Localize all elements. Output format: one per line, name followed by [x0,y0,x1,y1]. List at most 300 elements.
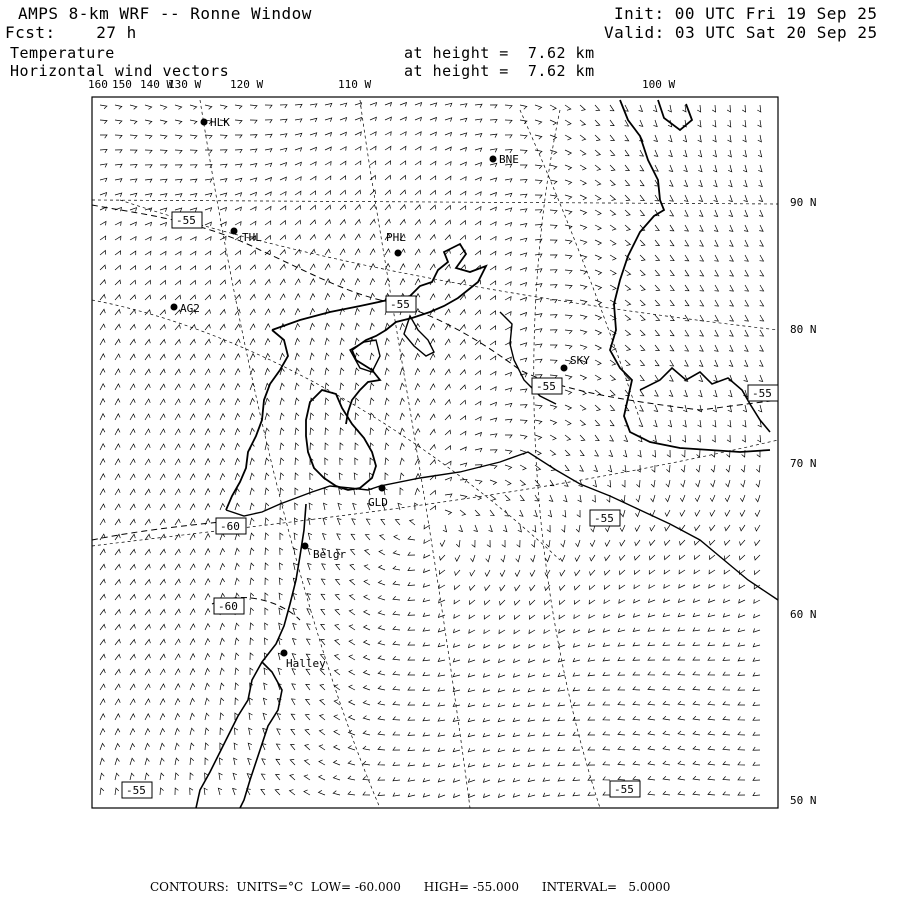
wind-barb [220,668,224,675]
wind-barb [560,570,565,576]
wind-barb [175,714,180,721]
wind-barb [755,510,760,516]
wind-barb [370,190,376,195]
wind-barb [333,791,340,795]
wind-barb [693,701,700,705]
wind-barb [565,225,572,229]
wind-barb [678,642,685,645]
wind-barb [319,730,325,735]
wind-barb [755,540,760,546]
wind-barb [621,510,625,517]
wind-barb [535,150,542,154]
wind-barb [576,525,580,532]
wind-barb [618,672,625,675]
wind-barb [364,595,370,600]
wind-barb [295,383,299,390]
wind-barb [100,309,105,315]
wind-barb [738,628,745,632]
wind-barb [190,295,196,300]
wind-barb [340,103,347,107]
wind-barb [335,640,340,646]
wind-barb [307,639,311,645]
wind-barb [190,414,195,420]
wind-barb [175,266,181,270]
wind-barb [319,790,326,795]
contour-label: -55 [390,298,410,311]
wind-barb [454,600,460,604]
wind-barb [678,599,685,603]
wind-barb [460,177,466,181]
wind-barb [565,195,572,199]
wind-barb [423,748,430,752]
wind-barb [175,654,180,660]
wind-barb [233,788,237,795]
wind-barb [145,399,150,405]
wind-barb [724,599,731,603]
wind-barb [130,414,135,420]
wind-barb [723,702,730,706]
wind-barb [175,549,180,555]
wind-barb [370,146,376,150]
wind-barb [708,672,715,675]
wind-barb [335,655,340,661]
wind-barb [498,763,505,767]
wind-barb [145,444,150,450]
wind-barb [250,309,255,315]
wind-barb [410,520,415,525]
wind-barb [535,405,542,409]
wind-barb [714,255,718,261]
wind-barb [190,120,197,124]
wind-barb [160,354,165,360]
wind-barb [684,165,688,172]
wind-barb [423,793,430,797]
wind-barb [445,118,452,122]
wind-barb [250,503,254,510]
wind-barb [400,383,405,390]
wind-barb [588,687,595,690]
wind-barb [325,264,330,270]
wind-barb [415,234,420,240]
wind-barb [380,535,385,540]
wind-barb [263,713,267,720]
wind-barb [475,340,481,345]
wind-barb [460,355,465,360]
wind-barb [115,295,121,300]
wind-barb [130,474,135,480]
wind-barb [565,420,571,425]
wind-barb [520,268,527,272]
wind-barb [505,297,511,301]
wind-barb [723,657,730,660]
wind-barb [678,701,685,705]
wind-barb [739,599,745,603]
wind-barb [664,599,671,603]
wind-barb [663,731,670,735]
wind-barb [684,390,688,397]
wind-barb [697,105,701,112]
wind-barb [595,360,601,365]
wind-barb [265,206,271,210]
wind-barb [475,325,481,330]
wind-barb [714,330,718,336]
wind-barb [430,324,435,330]
wind-barb [744,195,748,202]
wind-barb [340,458,343,465]
wind-barb [684,210,688,216]
wind-barb [445,384,450,390]
wind-barb [363,685,370,690]
wind-barb [306,669,310,675]
wind-barb [693,776,700,780]
wind-barb [550,450,556,455]
wind-barb [685,285,689,291]
wind-barb [744,330,748,336]
wind-barb [100,414,105,420]
wind-barb [235,578,239,585]
wind-barb [633,701,640,705]
wind-barb [535,495,539,501]
wind-barb [708,716,715,720]
wind-barb [295,177,301,181]
wind-barb [625,195,630,201]
wind-barb [713,390,717,397]
wind-barb [348,791,355,795]
wind-barb [712,420,716,427]
wind-barb [235,369,240,375]
wind-barb [453,733,460,737]
wind-barb [595,240,601,245]
wind-barb [728,390,732,397]
wind-barb [653,120,657,127]
wind-barb [130,429,135,435]
wind-barb [595,315,602,320]
wind-barb [308,563,312,570]
wind-barb [190,474,195,480]
wind-barb [175,340,180,346]
init-time: Init: 00 UTC Fri 19 Sep 25 [614,4,878,23]
wind-barb [190,684,195,691]
map-title: AMPS 8-km WRF -- Ronne Window [18,4,312,23]
wind-barb [574,600,580,604]
wind-barb [115,684,120,690]
wind-barb [559,629,565,633]
wind-barb [160,310,166,315]
wind-barb [460,162,466,166]
wind-barb [220,150,227,153]
wind-barb [499,615,505,619]
wind-barb [738,747,745,750]
wind-barb [220,713,224,720]
wind-barb [743,180,747,187]
wind-barb [693,746,700,750]
wind-barb [655,240,659,246]
wind-barb [424,539,430,543]
wind-barb [355,147,361,151]
wind-barb [115,564,120,570]
wind-barb [365,534,370,540]
wind-barb [310,473,313,480]
wind-barb [190,384,195,390]
wind-barb [205,459,210,465]
wind-barb [355,458,358,465]
wind-barb [576,540,581,547]
wind-barb [175,579,180,585]
wind-barb [160,743,165,750]
wind-barb [610,270,616,275]
wind-barb [325,147,331,151]
wind-barb [670,240,674,246]
wind-barb [115,474,120,480]
wind-barb [130,179,137,183]
wind-barb [468,779,475,783]
wind-barb [490,281,496,285]
wind-barb [723,731,730,735]
wind-barb [487,540,490,547]
lon-label: 150 [112,78,132,91]
wind-barb [655,330,660,336]
wind-barb [513,778,520,782]
wind-barb [291,729,295,735]
wind-barb [175,369,180,375]
wind-barb [160,281,166,286]
wind-barb [175,150,182,154]
wind-barb [115,150,122,153]
wind-barb [665,525,670,531]
wind-barb [708,628,715,632]
wind-barb [505,208,512,212]
wind-barb [378,746,385,750]
wind-barb [648,746,655,750]
wind-barb [756,480,760,487]
wind-barb [625,270,631,275]
wind-barb [695,525,700,531]
wind-barb [175,594,180,600]
wind-barb [250,398,255,405]
wind-barb [710,495,715,501]
wind-barb [295,473,298,480]
wind-barb [618,776,625,780]
wind-barb [160,459,165,465]
wind-barb [220,135,227,139]
wind-barb [290,775,295,781]
wind-barb [590,555,595,561]
wind-barb [547,525,550,532]
wind-barb [738,672,745,675]
wind-barb [220,222,226,226]
wind-barb [520,435,527,439]
wind-barb [699,240,703,246]
wind-barb [648,761,655,765]
wind-barb [483,688,490,692]
wind-barb [415,264,420,270]
wind-barb [499,644,505,648]
wind-barb [307,609,311,615]
wind-barb [713,180,717,187]
wind-barb [520,283,527,287]
wind-barb [250,294,255,300]
wind-barb [190,609,195,615]
wind-barb [430,176,436,180]
wind-barb [575,555,580,561]
wind-barb [693,613,700,617]
wind-barb [640,375,644,381]
wind-barb [744,225,748,231]
wind-barb [175,429,180,435]
wind-barb [550,225,557,229]
wind-barb [603,643,610,647]
wind-barb [531,540,535,547]
wind-barb [535,329,542,333]
wind-barb [322,564,326,570]
wind-barb [445,235,451,240]
wind-barb [250,354,255,360]
wind-barb [190,788,193,795]
wind-barb [100,384,105,390]
wind-barb [639,120,643,126]
wind-barb [385,249,390,255]
wind-barb [354,473,358,480]
wind-barb [550,255,557,258]
wind-barb [321,624,325,630]
wind-barb [550,165,557,169]
wind-barb [490,450,497,453]
wind-barb [475,401,481,405]
wind-barb [100,164,107,168]
wind-barb [160,266,166,270]
wind-barb [685,240,689,246]
wind-barb [670,330,674,336]
wind-barb [588,792,595,795]
wind-barb [100,624,105,630]
wind-barb [505,179,512,183]
wind-barb [265,221,271,225]
wind-barb [460,385,466,390]
wind-barb [485,585,490,591]
wind-barb [340,353,344,360]
wind-barb [709,584,715,588]
wind-barb [498,688,505,692]
wind-barb [265,608,268,615]
wind-barb [190,773,193,780]
wind-barb [115,354,120,360]
wind-barb [663,701,670,705]
wind-barb [295,428,299,435]
wind-barb [505,105,512,109]
wind-barb [265,413,269,420]
wind-barb [205,743,209,750]
wind-barb [115,714,120,720]
wind-barb [130,504,135,510]
wind-barb [518,525,522,532]
wind-barb [400,413,405,420]
wind-barb [483,733,490,737]
wind-barb [160,340,165,346]
wind-barb [648,716,655,720]
wind-barb [130,654,135,660]
wind-barb [235,698,238,705]
wind-barb [130,744,135,751]
wind-barb [468,718,475,722]
wind-barb [603,687,610,690]
wind-barb [115,414,120,420]
wind-barb [370,293,375,300]
wind-barb [175,251,181,255]
wind-barb [580,240,587,245]
wind-barb [175,669,180,675]
wind-barb [385,103,392,107]
wind-barb [708,613,715,617]
wind-barb [668,135,672,142]
wind-barb [475,448,482,452]
wind-barb [700,300,704,306]
wind-barb [595,195,601,200]
wind-barb [700,315,704,321]
wind-barb [490,266,496,270]
wind-barb [205,222,211,226]
wind-barb [486,555,490,562]
wind-barb [685,315,689,321]
wind-barb [738,614,745,618]
wind-barb [310,235,316,240]
wind-barb [520,343,527,347]
wind-barb [669,165,673,172]
wind-barb [100,743,105,750]
wind-barb [610,120,614,126]
wind-barb [100,474,105,480]
wind-barb [663,776,670,780]
wind-barb [363,792,370,795]
wind-barb [100,579,105,585]
wind-barb [295,458,299,465]
wind-barb [235,399,240,405]
wind-barb [559,615,565,619]
wind-barb [738,657,745,661]
wind-barb [393,777,400,781]
wind-barb [160,222,167,226]
wind-barb [334,700,340,705]
wind-barb [520,313,527,317]
wind-barb [520,224,527,228]
wind-barb [190,728,194,735]
wind-barb [190,429,195,435]
wind-barb [639,150,643,156]
wind-barb [710,540,716,545]
wind-barb [438,673,445,677]
wind-barb [580,120,585,125]
wind-barb [263,698,267,705]
wind-barb [430,235,435,240]
wind-barb [520,150,527,154]
wind-barb [460,416,466,420]
wind-barb [265,458,269,465]
wind-barb [610,135,614,141]
wind-barb [714,375,718,382]
wind-barb [640,360,645,366]
wind-barb [145,758,149,765]
wind-barb [729,360,733,366]
wind-barb [385,175,391,180]
wind-barb [577,510,580,517]
wind-barb [220,164,227,168]
wind-barb [760,270,764,276]
wind-barb [514,659,521,663]
wind-barb [565,135,571,140]
wind-barb [573,762,580,765]
wind-barb [475,192,481,196]
wind-barb [520,480,525,486]
wind-barb [385,458,389,465]
